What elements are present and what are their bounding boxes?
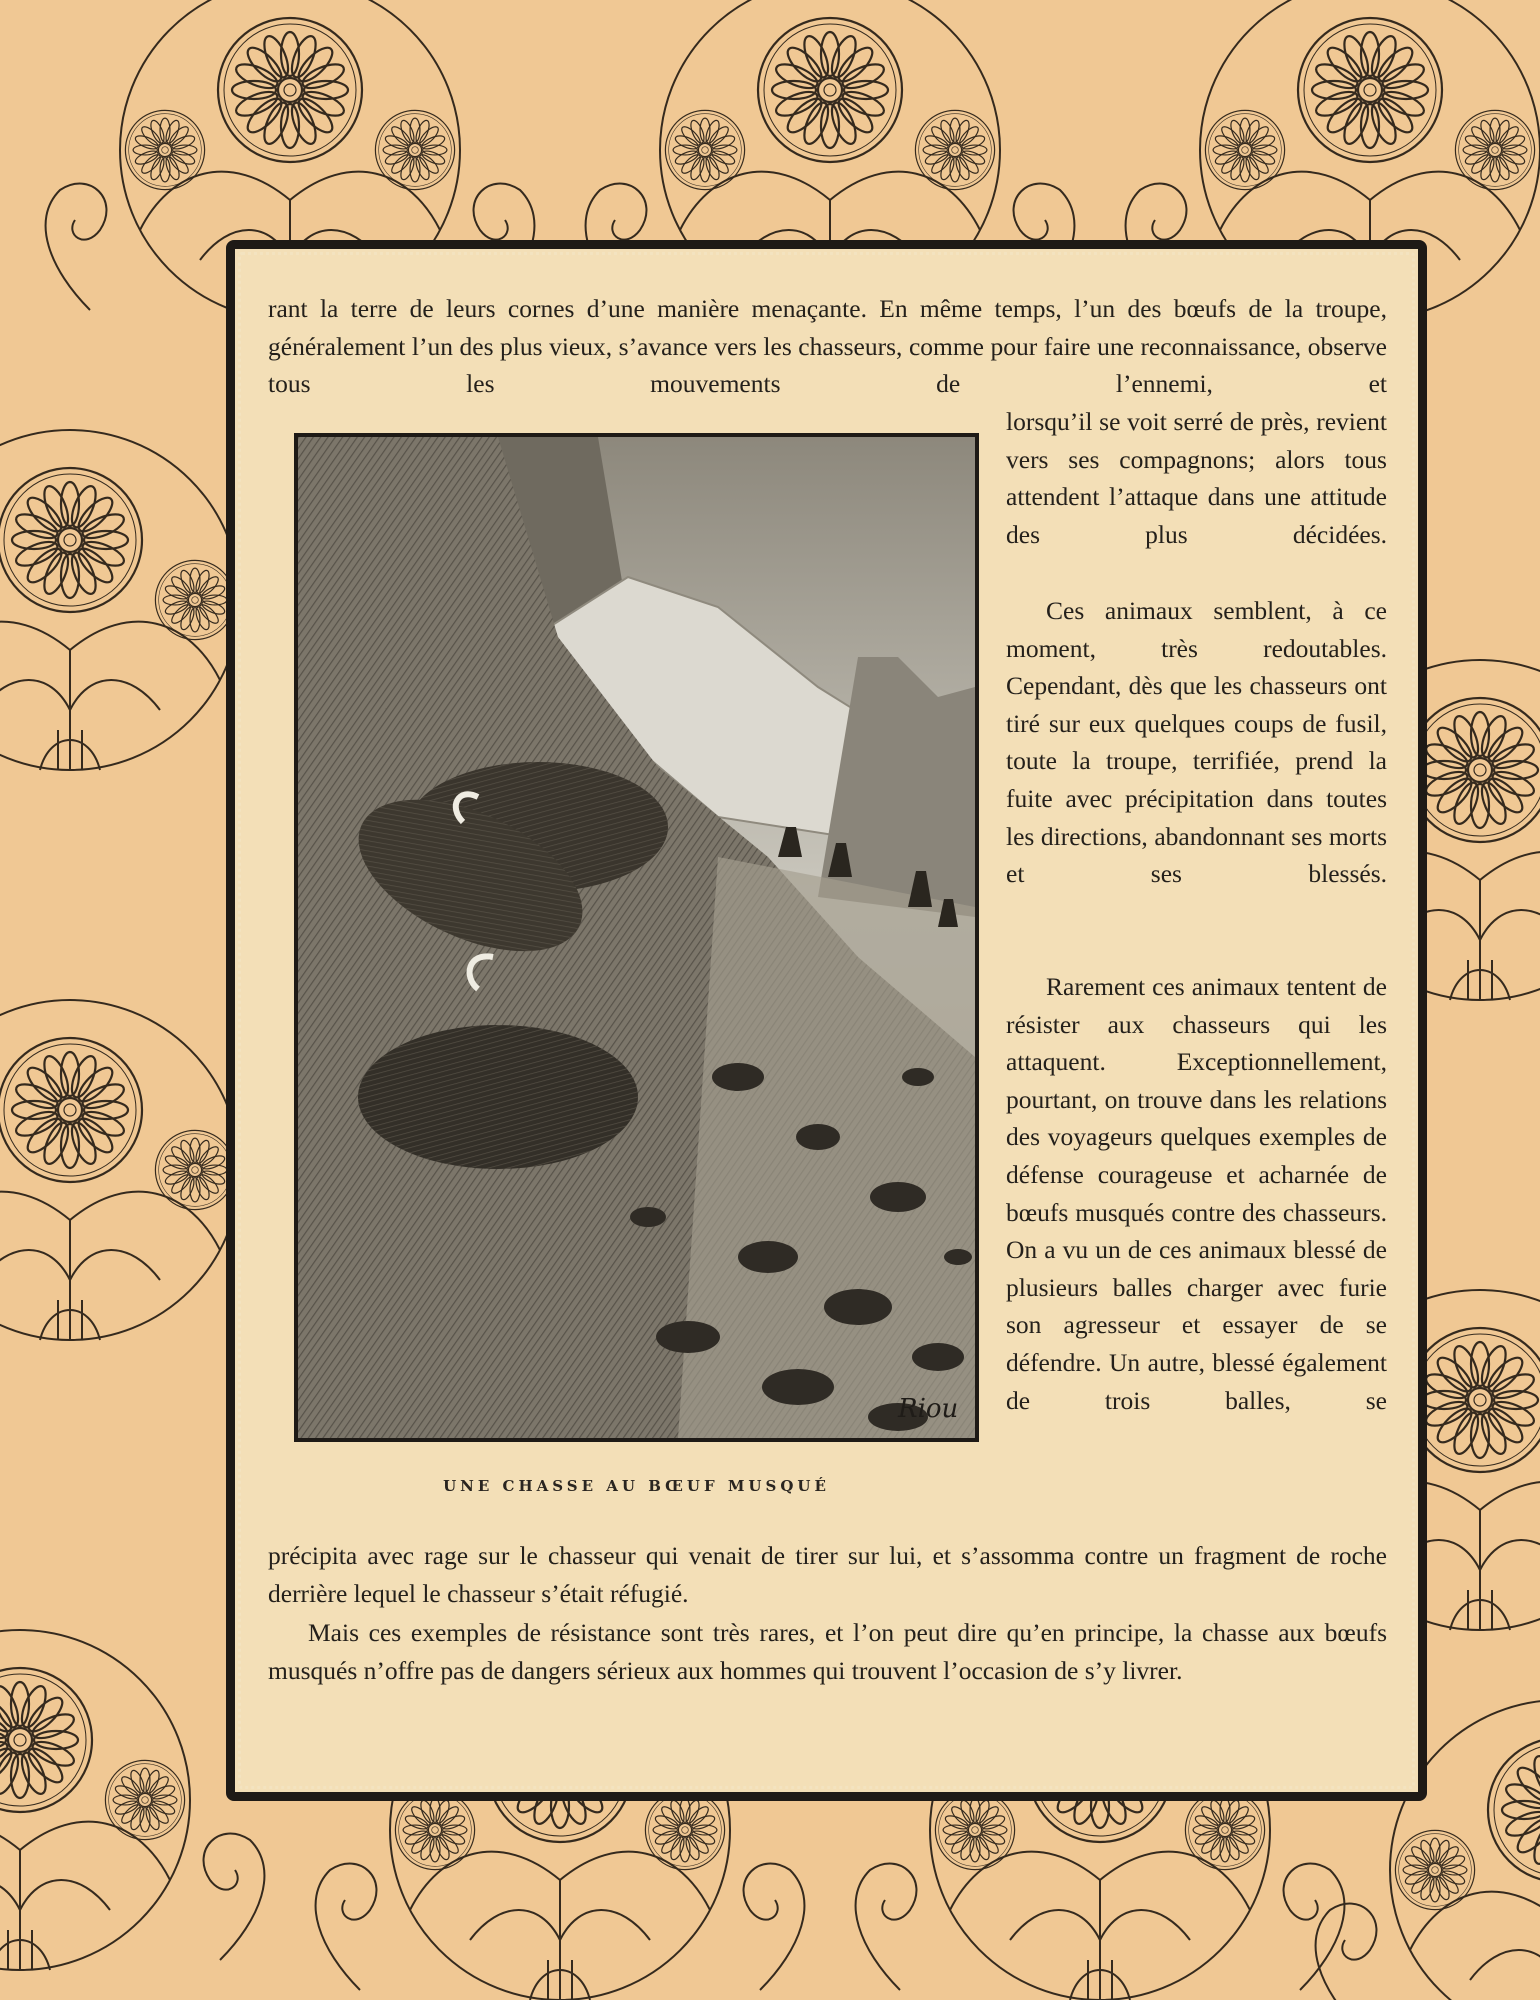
column-paragraph-1: lorsqu’il se voit serré de près, revient vers ses compagnons; alors tous attendent l’attaque dans une attitude des plus décidées.	[1006, 407, 1387, 549]
column-paragraph-2: Ces animaux semblent, à ce moment, très redoutables. Cependant, dès que les chasseurs ont tiré sur eux quelques coups de fusil, toute la troupe, terrifiée, prend la fuite avec précipitation dans toutes les directions, abandonnant ses morts et ses blessés.	[1006, 596, 1387, 889]
musk-ox-hunt-illustration	[294, 433, 979, 1442]
column-paragraph-3: Rarement ces animaux tentent de résister aux chasseurs qui les attaquent. Exceptionnellement, pourtant, on trouve dans les relations des voyageurs quelques exemples de défense courageuse et acharnée de bœufs musqués contre des chasseurs. On a vu un de ces animaux blessé de plusieurs balles charger avec furie son agresseur et essayer de se défendre. Un autre, blessé également de trois balles, se	[1006, 972, 1387, 1415]
illustration-caption: UNE CHASSE AU BŒUF MUSQUÉ	[443, 1477, 830, 1495]
illustration-signature: Riou	[898, 1394, 959, 1424]
paragraph-bottom-continued: précipita avec rage sur le chasseur qui venait de tirer sur lui, et s’assomma contre un fragment de roche derrière lequel le chasseur s’était réfugié.	[268, 1541, 1387, 1608]
paragraph-final: Mais ces exemples de résistance sont très rares, et l’on peut dire qu’en principe, la chasse aux bœufs musqués n’offre pas de dangers sérieux aux hommes qui trouvent l’occasion de s’y livrer.	[268, 1618, 1387, 1685]
paragraph-top: rant la terre de leurs cornes d’une manière menaçante. En même temps, l’un des bœufs de la troupe, généralement l’un des plus vieux, s’avance vers les chasseurs, comme pour faire une reconnaissance, observe tous les mouvements de l’ennemi, et	[268, 294, 1387, 399]
